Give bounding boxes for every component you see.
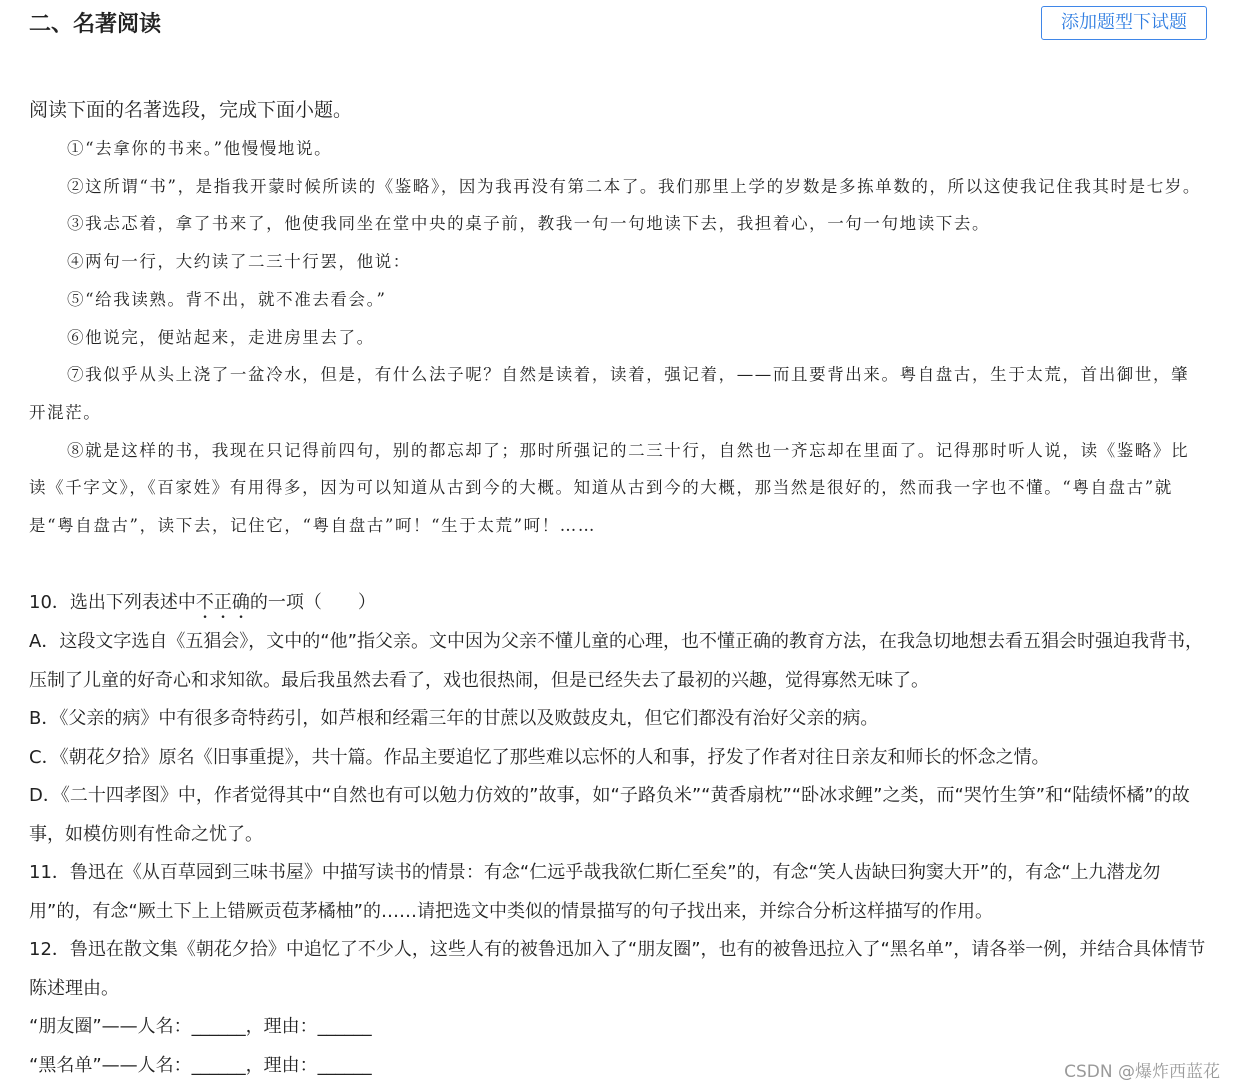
- passage-paragraph-3: ③我忐忑着，拿了书来了，他使我同坐在堂中央的桌子前，教我一句一句地读下去，我担着心，一句一句地读下去。: [67, 214, 991, 234]
- passage-paragraph-5: ⑤“给我读熟。背不出，就不准去看会。”: [67, 289, 387, 309]
- reading-instruction: 阅读下面的名著选段，完成下面小题。: [29, 99, 353, 121]
- passage-paragraph-8: ⑧就是这样的书，我现在只记得前四句，别的都忘却了；那时所强记的二三十行，自然也一齐忘却在里面了。记得那时听人说，读《鉴略》比读《千字文》，《百家姓》有用得多，因为可以知道从古到今的大概。知道从古到今的大概，那当然是很好的，然而我一字也不懂。“粤自盘古”就是“粤自盘古”，读下去，记住它，“粤自盘古”呵！“生于太荒”呵！……: [29, 440, 1190, 536]
- passage-paragraph-1: ①“去拿你的书来。”他慢慢地说。: [67, 139, 333, 158]
- section-title: 二、名著阅读: [29, 12, 162, 37]
- question-11: 11．鲁迅在《从百草园到三味书屋》中描写读书的情景：有念“仁远乎哉我欲仁斯仁至矣”的，有念“笑人齿缺曰狗窦大开”的，有念“上九潜龙勿用”的，有念“厥土下上上错厥贡苞茅橘柚”的……请把选文中类似的情景描写的句子找出来，并综合分析这样描写的作用。: [29, 862, 1161, 922]
- question-10-stem-start: 10．选出下列表述中: [29, 592, 196, 613]
- option-a[interactable]: A．这段文字选自《五猖会》，文中的“他”指父亲。文中因为父亲不懂儿童的心理，也不懂正确的教育方法，在我急切地想去看五猖会时强迫我背书，压制了儿童的好奇心和求知欲。最后我虽然去看了，戏也很热闹，但是已经失去了最初的兴趣，觉得寡然无味了。: [29, 631, 1203, 691]
- question-list: [29, 584, 1207, 1085]
- question-12: 12．鲁迅在散文集《朝花夕拾》中追忆了不少人，这些人有的被鲁迅加入了“朋友圈”，也有的被鲁迅拉入了“黑名单”，请各举一例，并结合具体情节陈述理由。: [29, 939, 1206, 999]
- passage-paragraph-6: ⑥他说完，便站起来，走进房里去了。: [67, 327, 375, 347]
- reading-passage: [29, 130, 1205, 545]
- passage-paragraph-7: ⑦我似乎从头上浇了一盆冷水，但是，有什么法子呢？自然是读着，读着，强记着，——而且要背出来。粤自盘古，生于太荒，首出御世，肇开混茫。: [29, 365, 1190, 422]
- watermark: CSDN @爆炸西蓝花: [1064, 1062, 1220, 1082]
- question-10-emphasis: 不正确: [195, 592, 250, 613]
- passage-paragraph-4: ④两句一行，大约读了二三十行罢，他说：: [67, 252, 411, 272]
- answer-blank-friend-circle: “朋友圈”——人名：______，理由：______: [29, 1016, 372, 1037]
- option-d[interactable]: D．《二十四孝图》中，作者觉得其中“自然也有可以勉力仿效的”故事，如“子路负米”“黄香扇枕”“卧冰求鲤”之类，而“哭竹生笋”和“陆绩怀橘”的故事，如模仿则有性命之忧了。: [29, 785, 1190, 845]
- option-c[interactable]: C．《朝花夕拾》原名《旧事重提》，共十篇。作品主要追忆了那些难以忘怀的人和事，抒发了作者对往日亲友和师长的怀念之情。: [29, 746, 1050, 768]
- passage-paragraph-2: ②这所谓“书”，是指我开蒙时候所读的《鉴略》，因为我再没有第二本了。我们那里上学的岁数是多拣单数的，所以这使我记住我其时是七岁。: [67, 176, 1202, 196]
- question-10-stem: [29, 584, 1207, 623]
- answer-blank-blacklist: “黑名单”——人名：______，理由：______: [29, 1054, 372, 1076]
- add-question-type-button[interactable]: 添加题型下试题: [1041, 6, 1207, 40]
- option-b[interactable]: B．《父亲的病》中有很多奇特药引，如芦根和经霜三年的甘蔗以及败鼓皮丸，但它们都没有治好父亲的病。: [29, 708, 879, 729]
- question-10-stem-end: 的一项（ ）: [249, 592, 376, 613]
